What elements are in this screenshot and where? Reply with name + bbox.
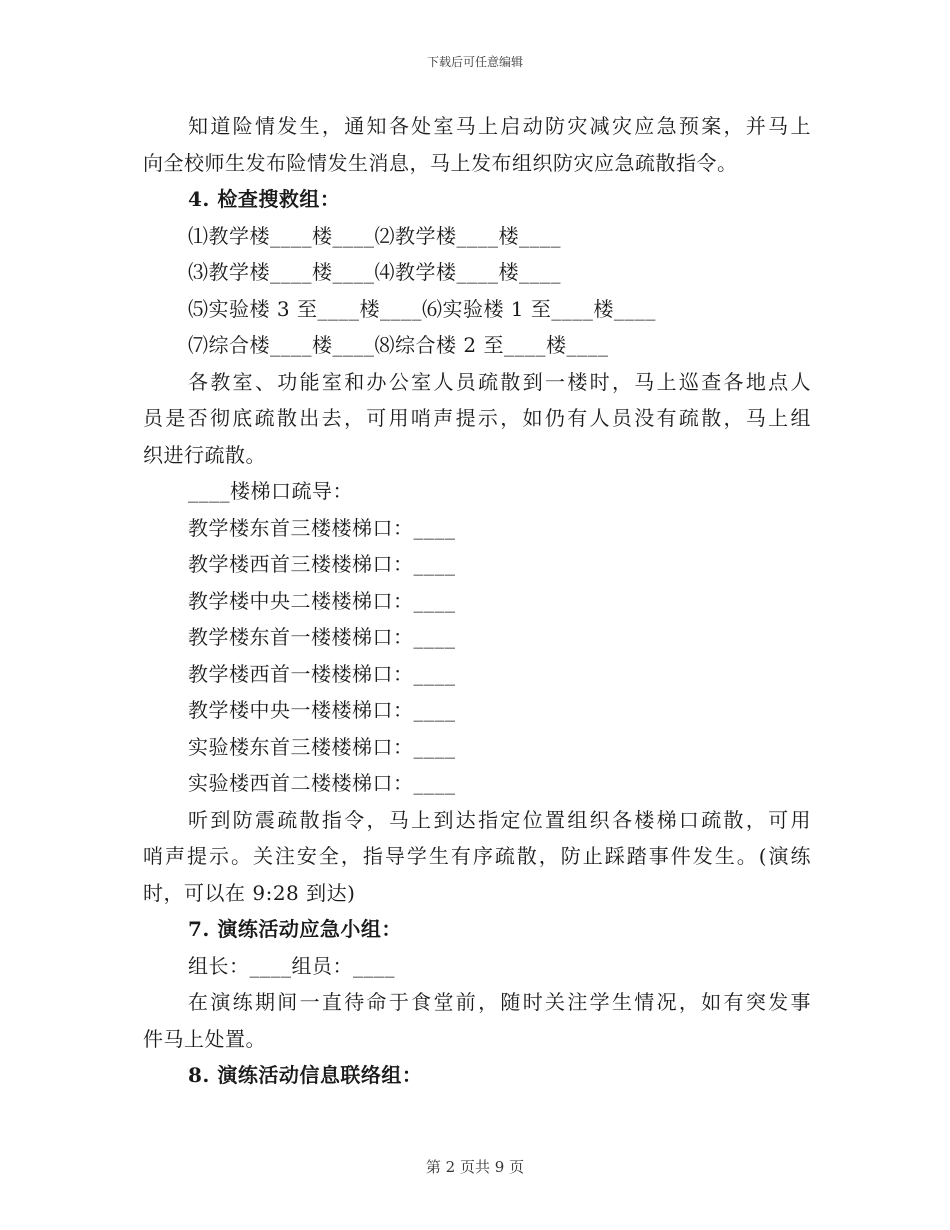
text-line: 教学楼中央二楼楼梯口：____ [188, 588, 456, 613]
text-line: ⑶教学楼____楼____⑷教学楼____楼____ [188, 260, 561, 284]
text-line: 组长：____组员：____ [188, 953, 395, 978]
text-line: ⑸实验楼 3 至____楼____⑹实验楼 1 至____楼____ [188, 296, 656, 321]
text-line: 教学楼中央一楼楼梯口：____ [188, 698, 456, 722]
text-line: 哨声提示。关注安全，指导学生有序疏散，防止踩踏事件发生。(演练 [143, 844, 811, 868]
text-line: ____楼梯口疏导： [188, 479, 353, 503]
page-header: 下载后可任意编辑 [426, 55, 523, 69]
text-line: ⑴教学楼____楼____⑵教学楼____楼____ [188, 223, 561, 248]
text-line: 织进行疏散。 [143, 442, 266, 467]
text-line: 教学楼西首三楼楼梯口：____ [188, 552, 456, 576]
text-line: ⑺综合楼____楼____⑻综合楼 2 至____楼____ [188, 333, 609, 357]
section-heading: 8. 演练活动信息联络组： [188, 1063, 423, 1087]
text-line: 知道险情发生，通知各处室马上启动防灾减灾应急预案，并马上 [188, 114, 811, 138]
page-footer: 第 2 页共 9 页 [425, 1158, 525, 1176]
text-line: 实验楼东首三楼楼梯口：____ [188, 734, 456, 759]
text-line: 教学楼东首一楼楼梯口：____ [188, 625, 456, 649]
section-heading: 7. 演练活动应急小组： [188, 917, 402, 941]
text-line: 件马上处置。 [143, 1026, 266, 1051]
text-line: 听到防震疏散指令，马上到达指定位置组织各楼梯口疏散，可用 [188, 807, 811, 832]
text-line: 实验楼西首二楼楼梯口：____ [188, 771, 456, 795]
text-line: 在演练期间一直待命于食堂前，随时关注学生情况，如有突发事 [188, 990, 811, 1014]
text-line: 向全校师生发布险情发生消息，马上发布组织防灾应急疏散指令。 [143, 150, 738, 175]
document-body [143, 108, 811, 1094]
text-line: 员是否彻底疏散出去，可用哨声提示，如仍有人员没有疏散，马上组 [143, 406, 811, 430]
text-line: 时，可以在 9:28 到达) [143, 880, 356, 905]
section-heading: 4. 检查搜救组： [188, 187, 341, 211]
text-line: 各教室、功能室和办公室人员疏散到一楼时，马上巡查各地点人 [188, 369, 811, 394]
text-line: 教学楼西首一楼楼梯口：____ [188, 661, 456, 686]
text-line: 教学楼东首三楼楼梯口：____ [188, 515, 456, 540]
